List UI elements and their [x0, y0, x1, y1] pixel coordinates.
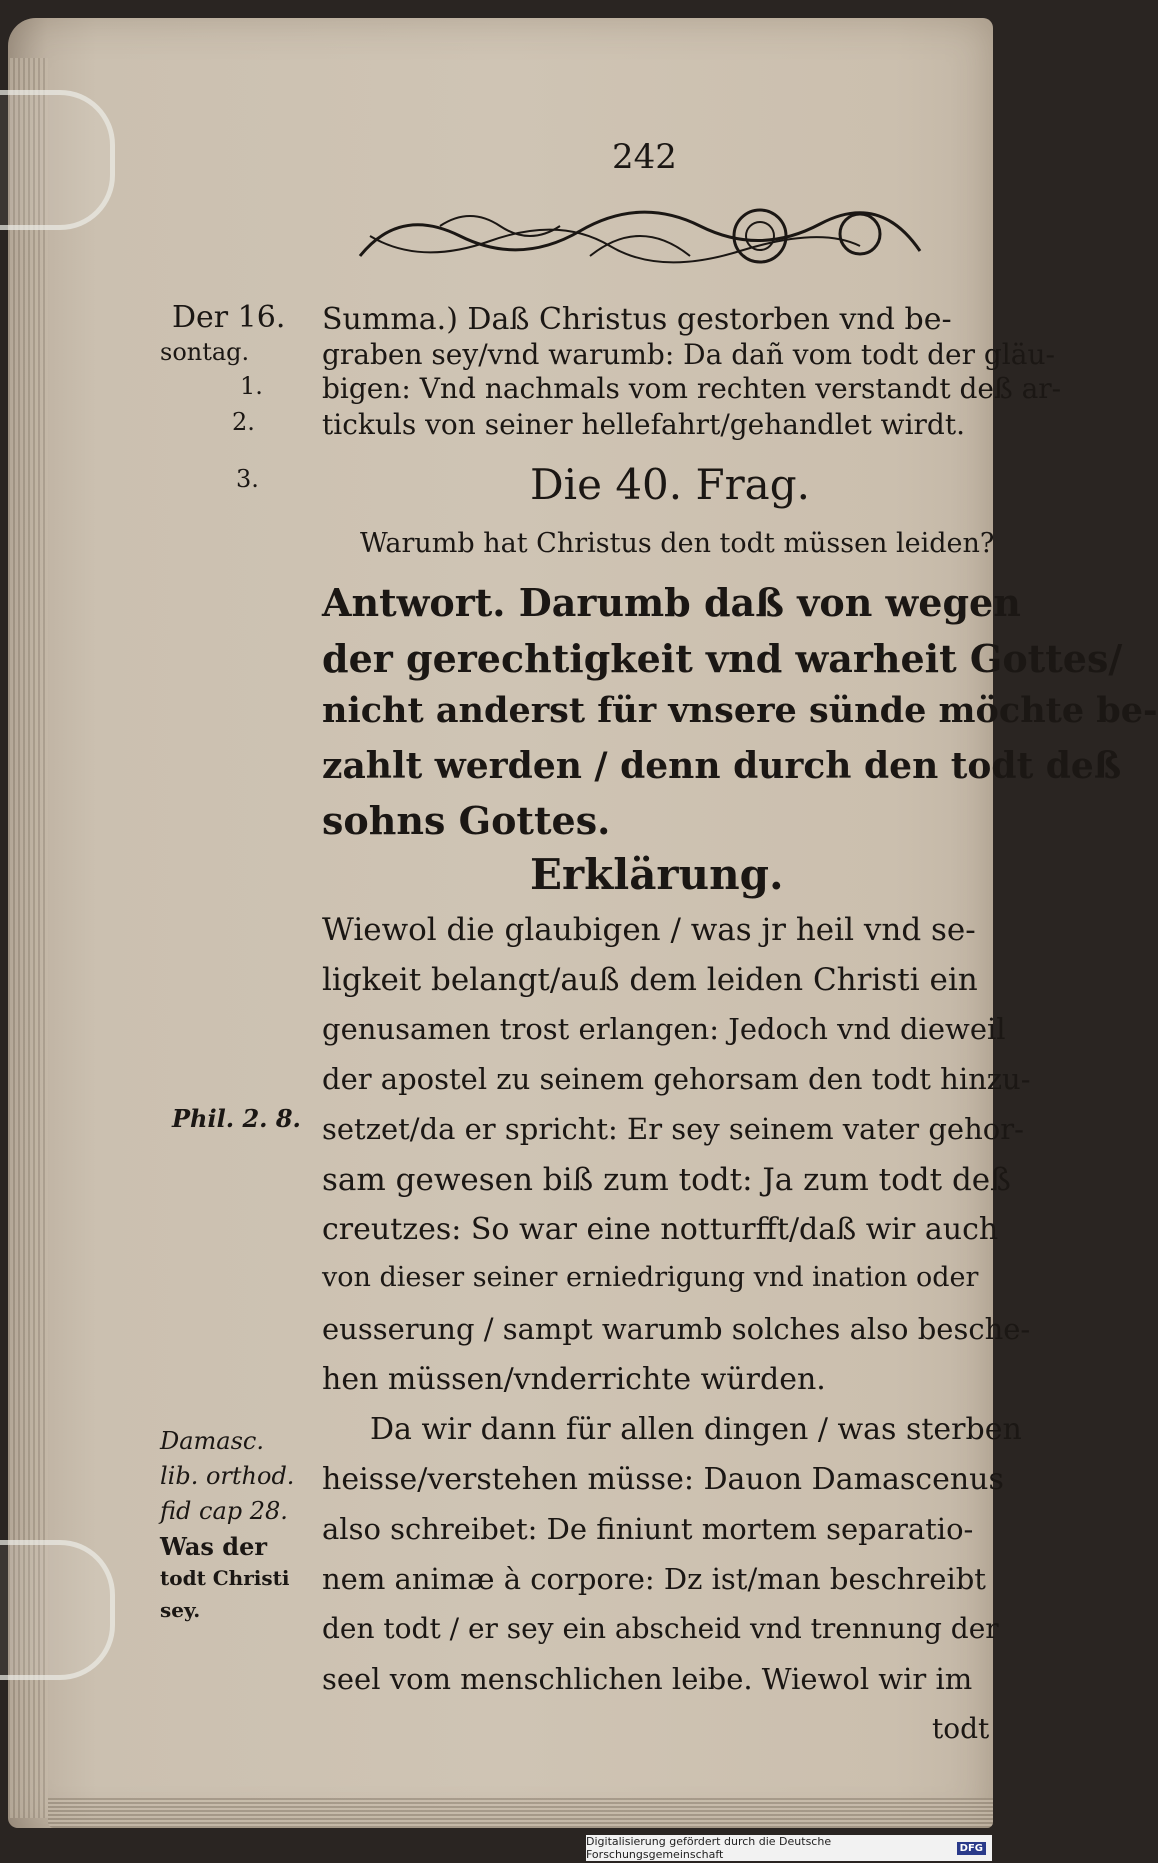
explanation-line: der apostel zu seinem gehorsam den todt hinzu-: [322, 1062, 1031, 1096]
summa-line: bigen: Vnd nachmals vom rechten verstandt deß ar-: [322, 372, 1062, 405]
answer-line: der gerechtigkeit vnd warheit Gottes/: [322, 636, 1123, 681]
summa-line: tickuls von seiner hellefahrt/gehandlet wirdt.: [322, 408, 965, 441]
explanation-line: hen müssen/vnderrichte würden.: [322, 1362, 826, 1397]
answer-line: zahlt werden / denn durch den todt deß: [322, 745, 1122, 787]
summa-line: graben sey/vnd warumb: Da dañ vom todt der gläu-: [322, 338, 1055, 371]
margin-number-2: 2.: [232, 408, 255, 436]
question-text: Warumb hat Christus den todt müssen leiden?: [360, 528, 995, 559]
margin-damasc-3: fid cap 28.: [160, 1497, 288, 1525]
explanation-line: seel vom menschlichen leibe. Wiewol wir im: [322, 1662, 973, 1696]
answer-line: Antwort. Darumb daß von wegen: [322, 580, 1021, 625]
answer-line: nicht anderst für vnsere sünde möchte be-: [322, 690, 1158, 731]
margin-number-1: 1.: [240, 372, 263, 400]
page-bottom-edges: [48, 1798, 993, 1828]
question-title: Die 40. Frag.: [530, 460, 810, 509]
answer-line: sohns Gottes.: [322, 798, 611, 843]
explanation-line: sam gewesen biß zum todt: Ja zum todt deß: [322, 1162, 1011, 1198]
explanation-line: Wiewol die glaubigen / was jr heil vnd se-: [322, 912, 976, 948]
explanation-line: eusserung / sampt warumb solches also besche-: [322, 1312, 1031, 1346]
digitization-footer: [586, 1835, 992, 1861]
margin-sunday-2: sontag.: [160, 338, 250, 366]
explanation-title: Erklärung.: [530, 850, 784, 899]
page-clip-bottom: [0, 1540, 115, 1680]
page-clip-top: [0, 90, 115, 230]
explanation-line: ligkeit belangt/auß dem leiden Christi ein: [322, 962, 978, 998]
footer-credit: Digitalisierung gefördert durch die Deutsche Forschungsgemeinschaft: [586, 1835, 832, 1861]
explanation-line: setzet/da er spricht: Er sey seinem vater gehor-: [322, 1112, 1024, 1146]
explanation-line: heisse/verstehen müsse: Dauon Damascenus: [322, 1462, 1004, 1497]
explanation-line: nem animæ à corpore: Dz ist/man beschreibt: [322, 1562, 986, 1596]
margin-was-1: Was der: [160, 1532, 267, 1561]
margin-sunday: Der 16.: [172, 300, 286, 335]
ornament-icon: [340, 196, 940, 278]
explanation-line: genusamen trost erlangen: Jedoch vnd dieweil: [322, 1012, 1006, 1046]
explanation-line: todt: [932, 1712, 990, 1745]
margin-number-3: 3.: [236, 465, 259, 493]
explanation-line: den todt / er sey ein abscheid vnd trennung der: [322, 1612, 999, 1645]
page-number: 242: [612, 137, 677, 177]
explanation-line: von dieser seiner erniedrigung vnd ination oder: [322, 1262, 979, 1293]
margin-damasc-1: Damasc.: [160, 1427, 265, 1455]
explanation-line: also schreibet: De finiunt mortem separatio-: [322, 1512, 974, 1546]
dfg-logo: DFG: [957, 1842, 986, 1855]
margin-damasc-2: lib. orthod.: [160, 1462, 295, 1490]
margin-was-2: todt Christi: [160, 1566, 290, 1590]
summa-line: Summa.) Daß Christus gestorben vnd be-: [322, 302, 952, 337]
margin-was-3: sey.: [160, 1598, 201, 1622]
explanation-line: creutzes: So war eine notturfft/daß wir auch: [322, 1212, 999, 1247]
explanation-line: Da wir dann für allen dingen / was sterben: [370, 1412, 1022, 1447]
margin-phil: Phil. 2. 8.: [172, 1104, 301, 1133]
